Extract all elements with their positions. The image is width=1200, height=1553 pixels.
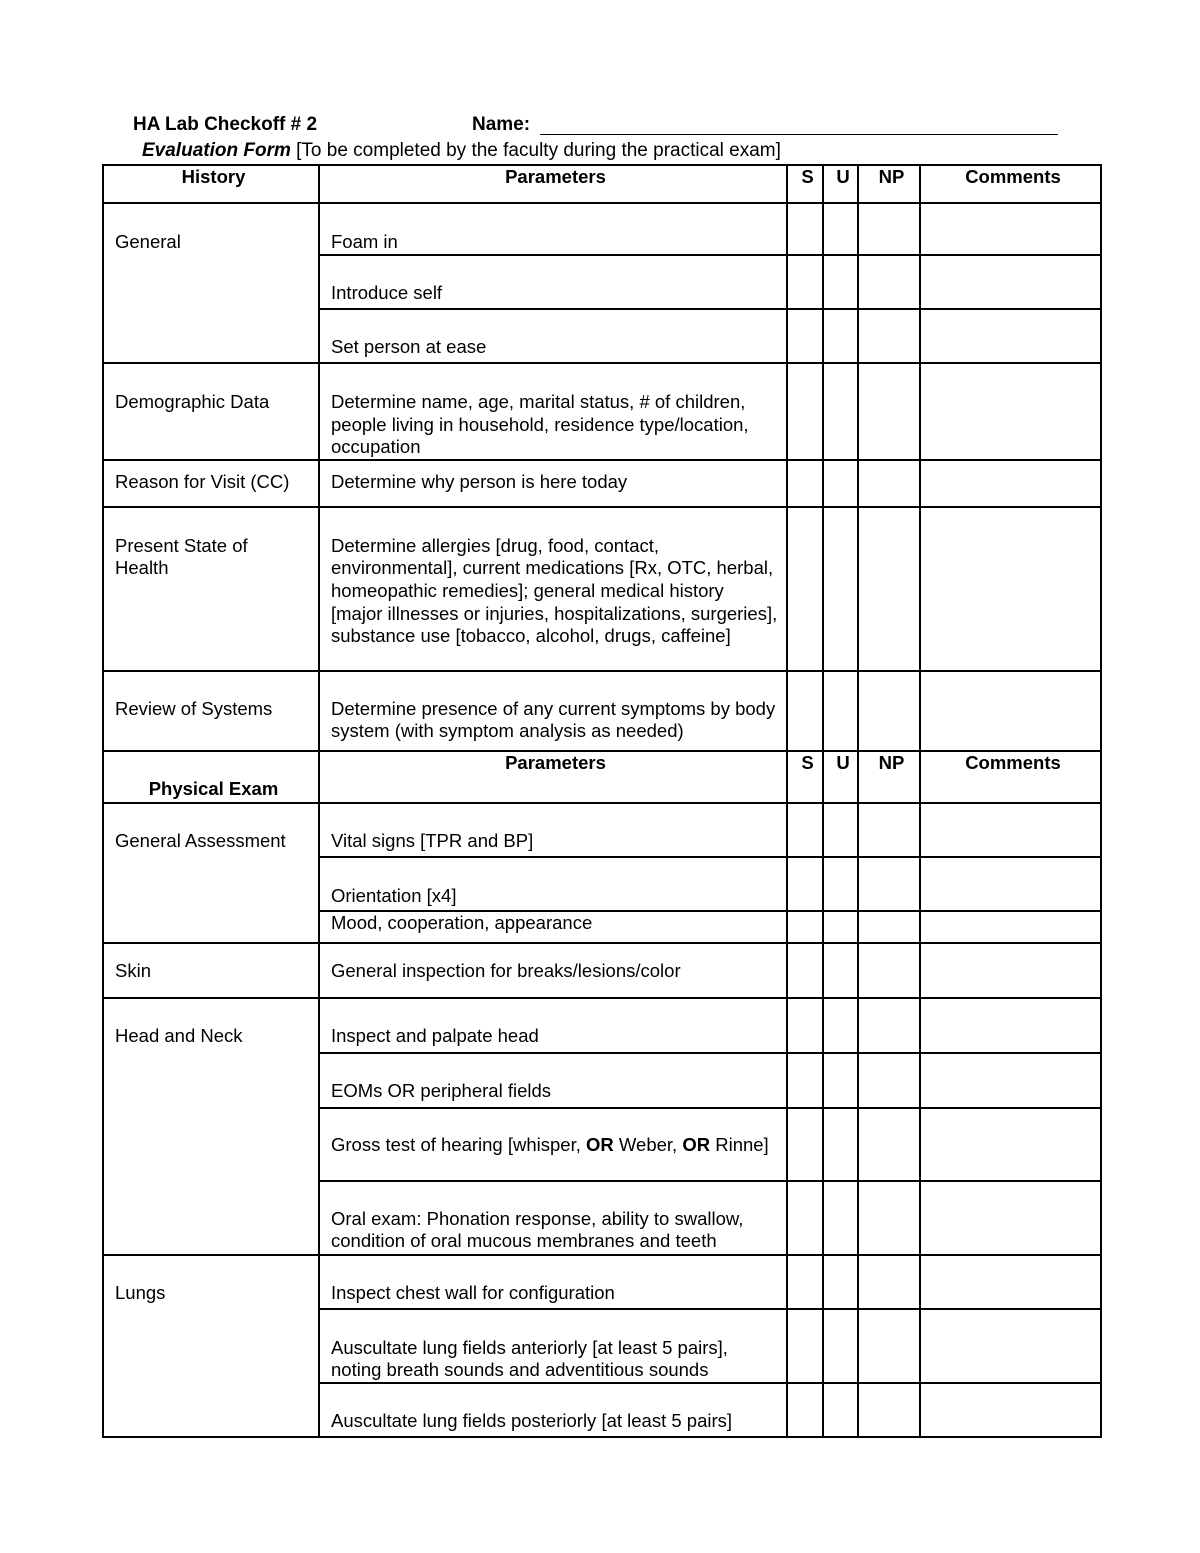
- u-cell[interactable]: [823, 1108, 858, 1181]
- u-cell[interactable]: [823, 1181, 858, 1255]
- parameter-introduce-self: Introduce self: [319, 255, 787, 309]
- comments-cell[interactable]: [920, 1053, 1101, 1108]
- physical-exam-column-header: Physical Exam: [103, 751, 319, 803]
- s-cell[interactable]: [787, 998, 823, 1053]
- u-cell[interactable]: [823, 255, 858, 309]
- np-cell[interactable]: [858, 507, 920, 671]
- table-row: [103, 998, 1101, 1053]
- category-lungs: Lungs: [103, 1255, 319, 1437]
- s-cell[interactable]: [787, 363, 823, 460]
- np-cell[interactable]: [858, 1309, 920, 1383]
- table-row: [103, 943, 1101, 998]
- s-cell[interactable]: [787, 1181, 823, 1255]
- comments-cell[interactable]: [920, 998, 1101, 1053]
- s-cell[interactable]: [787, 507, 823, 671]
- s-column-header: S: [787, 165, 823, 203]
- hearing-or-2: OR: [682, 1133, 711, 1155]
- comments-column-header: Comments: [920, 751, 1101, 803]
- comments-cell[interactable]: [920, 911, 1101, 943]
- comments-cell[interactable]: [920, 460, 1101, 507]
- form-title: Evaluation Form: [142, 140, 291, 161]
- s-cell[interactable]: [787, 203, 823, 255]
- np-cell[interactable]: [858, 943, 920, 998]
- np-cell[interactable]: [858, 460, 920, 507]
- s-cell[interactable]: [787, 943, 823, 998]
- u-cell[interactable]: [823, 803, 858, 857]
- np-cell[interactable]: [858, 203, 920, 255]
- parameter-demographic: Determine name, age, marital status, # of children, people living in household, residence type/location, occupation: [319, 363, 787, 460]
- np-cell[interactable]: [858, 255, 920, 309]
- hearing-or-1: OR: [586, 1133, 614, 1155]
- np-cell[interactable]: [858, 857, 920, 911]
- np-cell[interactable]: [858, 1053, 920, 1108]
- np-cell[interactable]: [858, 671, 920, 751]
- u-cell[interactable]: [823, 671, 858, 751]
- table-row: [103, 1255, 1101, 1309]
- np-column-header: NP: [858, 165, 920, 203]
- comments-cell[interactable]: [920, 507, 1101, 671]
- hearing-text-2: Weber,: [613, 1133, 683, 1155]
- np-cell[interactable]: [858, 803, 920, 857]
- np-cell[interactable]: [858, 998, 920, 1053]
- comments-cell[interactable]: [920, 1383, 1101, 1437]
- np-cell[interactable]: [858, 911, 920, 943]
- category-head-and-neck: Head and Neck: [103, 998, 319, 1255]
- category-skin: Skin: [103, 943, 319, 998]
- u-cell[interactable]: [823, 1053, 858, 1108]
- parameter-eoms: EOMs OR peripheral fields: [319, 1053, 787, 1108]
- u-cell[interactable]: [823, 460, 858, 507]
- category-review-of-systems: Review of Systems: [103, 671, 319, 751]
- np-cell[interactable]: [858, 1383, 920, 1437]
- u-cell[interactable]: [823, 1309, 858, 1383]
- table-row: [103, 671, 1101, 751]
- u-cell[interactable]: [823, 363, 858, 460]
- parameter-inspect-chest: Inspect chest wall for configuration: [319, 1255, 787, 1309]
- parameter-oral-exam: Oral exam: Phonation response, ability to swallow, condition of oral mucous membranes and teeth: [319, 1181, 787, 1255]
- s-cell[interactable]: [787, 460, 823, 507]
- parameter-skin-inspection: General inspection for breaks/lesions/color: [319, 943, 787, 998]
- u-cell[interactable]: [823, 203, 858, 255]
- evaluation-table: [102, 164, 1102, 1438]
- comments-cell[interactable]: [920, 255, 1101, 309]
- s-cell[interactable]: [787, 309, 823, 363]
- s-cell[interactable]: [787, 1255, 823, 1309]
- parameter-foam-in: Foam in: [319, 203, 787, 255]
- category-demographic-data: Demographic Data: [103, 363, 319, 460]
- np-cell[interactable]: [858, 1108, 920, 1181]
- category-general: General: [103, 203, 319, 363]
- u-cell[interactable]: [823, 1383, 858, 1437]
- np-column-header: NP: [858, 751, 920, 803]
- u-cell[interactable]: [823, 1255, 858, 1309]
- s-cell[interactable]: [787, 911, 823, 943]
- table-row: [103, 203, 1101, 255]
- parameter-present-state: Determine allergies [drug, food, contact, environmental], current medications [Rx, OTC, herbal, homeopathic remedies]; general medical history [major illnesses or injuries, hospitalizations, surgeries], substance use [tobacco, alcohol, drugs, caffeine]: [319, 507, 787, 671]
- u-cell[interactable]: [823, 507, 858, 671]
- parameter-vital-signs: Vital signs [TPR and BP]: [319, 803, 787, 857]
- u-cell[interactable]: [823, 943, 858, 998]
- category-reason-for-visit: Reason for Visit (CC): [103, 460, 319, 507]
- comments-cell[interactable]: [920, 1108, 1101, 1181]
- parameter-orientation: Orientation [x4]: [319, 857, 787, 911]
- s-cell[interactable]: [787, 1383, 823, 1437]
- s-cell[interactable]: [787, 255, 823, 309]
- comments-cell[interactable]: [920, 857, 1101, 911]
- comments-cell[interactable]: [920, 943, 1101, 998]
- parameter-hearing: [319, 1108, 787, 1181]
- comments-cell[interactable]: [920, 1255, 1101, 1309]
- table-row: [103, 507, 1101, 671]
- parameter-reason: Determine why person is here today: [319, 460, 787, 507]
- category-general-assessment: General Assessment: [103, 803, 319, 943]
- comments-cell[interactable]: [920, 1309, 1101, 1383]
- comments-cell[interactable]: [920, 363, 1101, 460]
- history-header-row: [103, 165, 1101, 203]
- name-blank-line[interactable]: [540, 134, 1058, 135]
- parameter-review: Determine presence of any current symptoms by body system (with symptom analysis as needed): [319, 671, 787, 751]
- u-cell[interactable]: [823, 309, 858, 363]
- parameter-mood: Mood, cooperation, appearance: [319, 911, 787, 943]
- table-row: [103, 803, 1101, 857]
- s-cell[interactable]: [787, 857, 823, 911]
- form-title-line: [142, 140, 781, 162]
- comments-cell[interactable]: [920, 203, 1101, 255]
- s-cell[interactable]: [787, 1309, 823, 1383]
- u-column-header: U: [823, 751, 858, 803]
- form-subtitle: [To be completed by the faculty during the practical exam]: [290, 140, 781, 161]
- parameter-inspect-head: Inspect and palpate head: [319, 998, 787, 1053]
- s-cell[interactable]: [787, 803, 823, 857]
- comments-column-header: Comments: [920, 165, 1101, 203]
- hearing-text-1: Gross test of hearing [whisper,: [331, 1133, 587, 1155]
- table-row: [103, 363, 1101, 460]
- s-column-header: S: [787, 751, 823, 803]
- parameter-set-person-at-ease: Set person at ease: [319, 309, 787, 363]
- parameters-column-header: Parameters: [319, 751, 787, 803]
- category-present-state-of-health: Present State of Health: [103, 507, 319, 671]
- u-cell[interactable]: [823, 998, 858, 1053]
- np-cell[interactable]: [858, 309, 920, 363]
- comments-cell[interactable]: [920, 309, 1101, 363]
- form-heading: HA Lab Checkoff # 2: [133, 114, 318, 135]
- np-cell[interactable]: [858, 363, 920, 460]
- comments-cell[interactable]: [920, 803, 1101, 857]
- name-label: Name:: [472, 114, 531, 135]
- s-cell[interactable]: [787, 671, 823, 751]
- np-cell[interactable]: [858, 1181, 920, 1255]
- s-cell[interactable]: [787, 1108, 823, 1181]
- comments-cell[interactable]: [920, 671, 1101, 751]
- history-column-header: History: [103, 165, 319, 203]
- table-row: [103, 460, 1101, 507]
- physical-exam-header-row: [103, 751, 1101, 803]
- u-cell[interactable]: [823, 911, 858, 943]
- np-cell[interactable]: [858, 1255, 920, 1309]
- parameter-auscultate-posterior: Auscultate lung fields posteriorly [at least 5 pairs]: [319, 1383, 787, 1437]
- u-cell[interactable]: [823, 857, 858, 911]
- comments-cell[interactable]: [920, 1181, 1101, 1255]
- u-column-header: U: [823, 165, 858, 203]
- parameter-auscultate-anterior: Auscultate lung fields anteriorly [at least 5 pairs], noting breath sounds and adventitious sounds: [319, 1309, 787, 1383]
- parameters-column-header: Parameters: [319, 165, 787, 203]
- s-cell[interactable]: [787, 1053, 823, 1108]
- hearing-text-3: Rinne]: [710, 1133, 769, 1155]
